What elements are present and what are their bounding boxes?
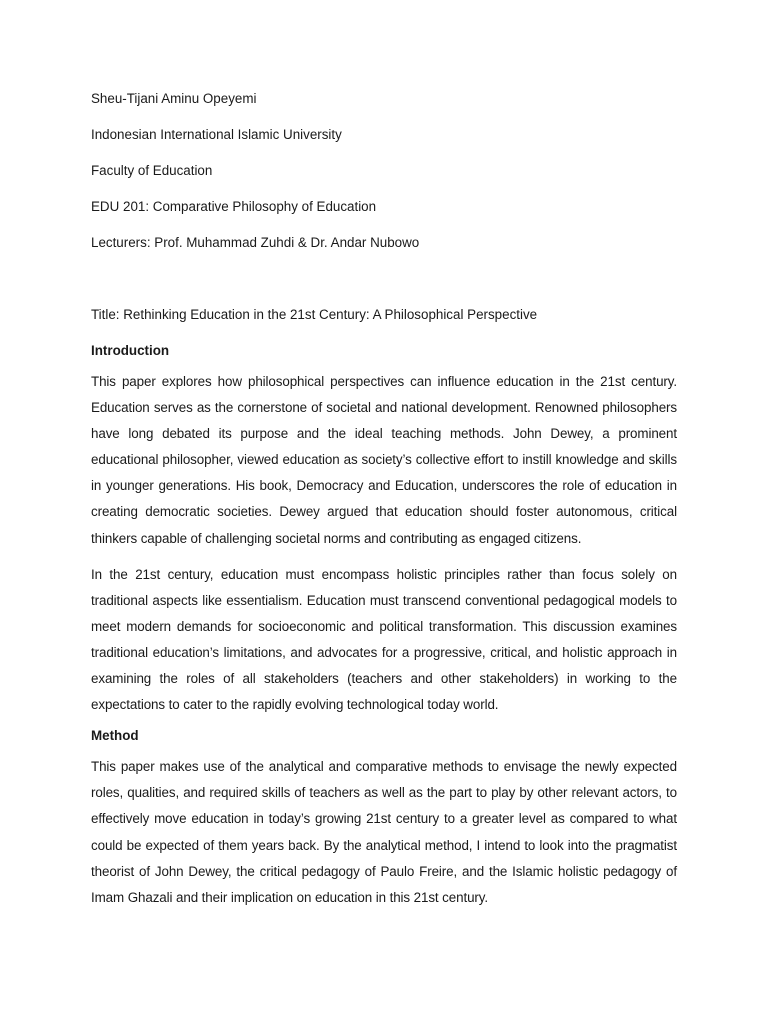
paragraph: This paper explores how philosophical perspectives can influence education in the 21st century. Education serves as the cornerstone of societal and national development. Renowned philosophers have long debated its purpose and the ideal teaching methods. John Dewey, a prominent educational philosopher, viewed education as society’s collective effort to instill knowledge and skills in younger generations. His book, Democracy and Education, underscores the role of education in creating democratic societies. Dewey argued that education should foster autonomous, critical thinkers capable of challenging societal norms and contributing as engaged citizens. <box>91 374 677 546</box>
author-name: Sheu-Tijani Aminu Opeyemi <box>91 91 257 106</box>
course-name: EDU 201: Comparative Philosophy of Education <box>91 199 377 214</box>
section-heading-introduction: Introduction <box>91 343 170 358</box>
section-heading-method: Method <box>91 728 139 744</box>
document-page <box>91 91 677 911</box>
university-name: Indonesian International Islamic University <box>91 127 342 142</box>
lecturers-line: Lecturers: Prof. Muhammad Zuhdi & Dr. Andar Nubowo <box>91 235 420 250</box>
faculty-name: Faculty of Education <box>91 163 213 178</box>
paragraph: In the 21st century, education must encompass holistic principles rather than focus solely on traditional aspects like essentialism. Education must transcend conventional pedagogical models to meet modern demands for socioeconomic and political transformation. This discussion examines traditional education’s limitations, and advocates for a progressive, critical, and holistic approach in examining the roles of all stakeholders (teachers and other stakeholders) in working to the expectations to cater to the rapidly evolving technological today world. <box>91 566 677 713</box>
paper-title: Title: Rethinking Education in the 21st Century: A Philosophical Perspective <box>91 307 538 322</box>
paragraph: This paper makes use of the analytical and comparative methods to envisage the newly expected roles, qualities, and required skills of teachers as well as the part to play by other relevant actors, to effectively move education in today’s growing 21st century to a greater level as compared to what could be expected of them years back. By the analytical method, I intend to look into the pragmatist theorist of John Dewey, the critical pedagogy of Paulo Freire, and the Islamic holistic pedagogy of Imam Ghazali and their implication on education in this 21st century. <box>91 759 677 905</box>
